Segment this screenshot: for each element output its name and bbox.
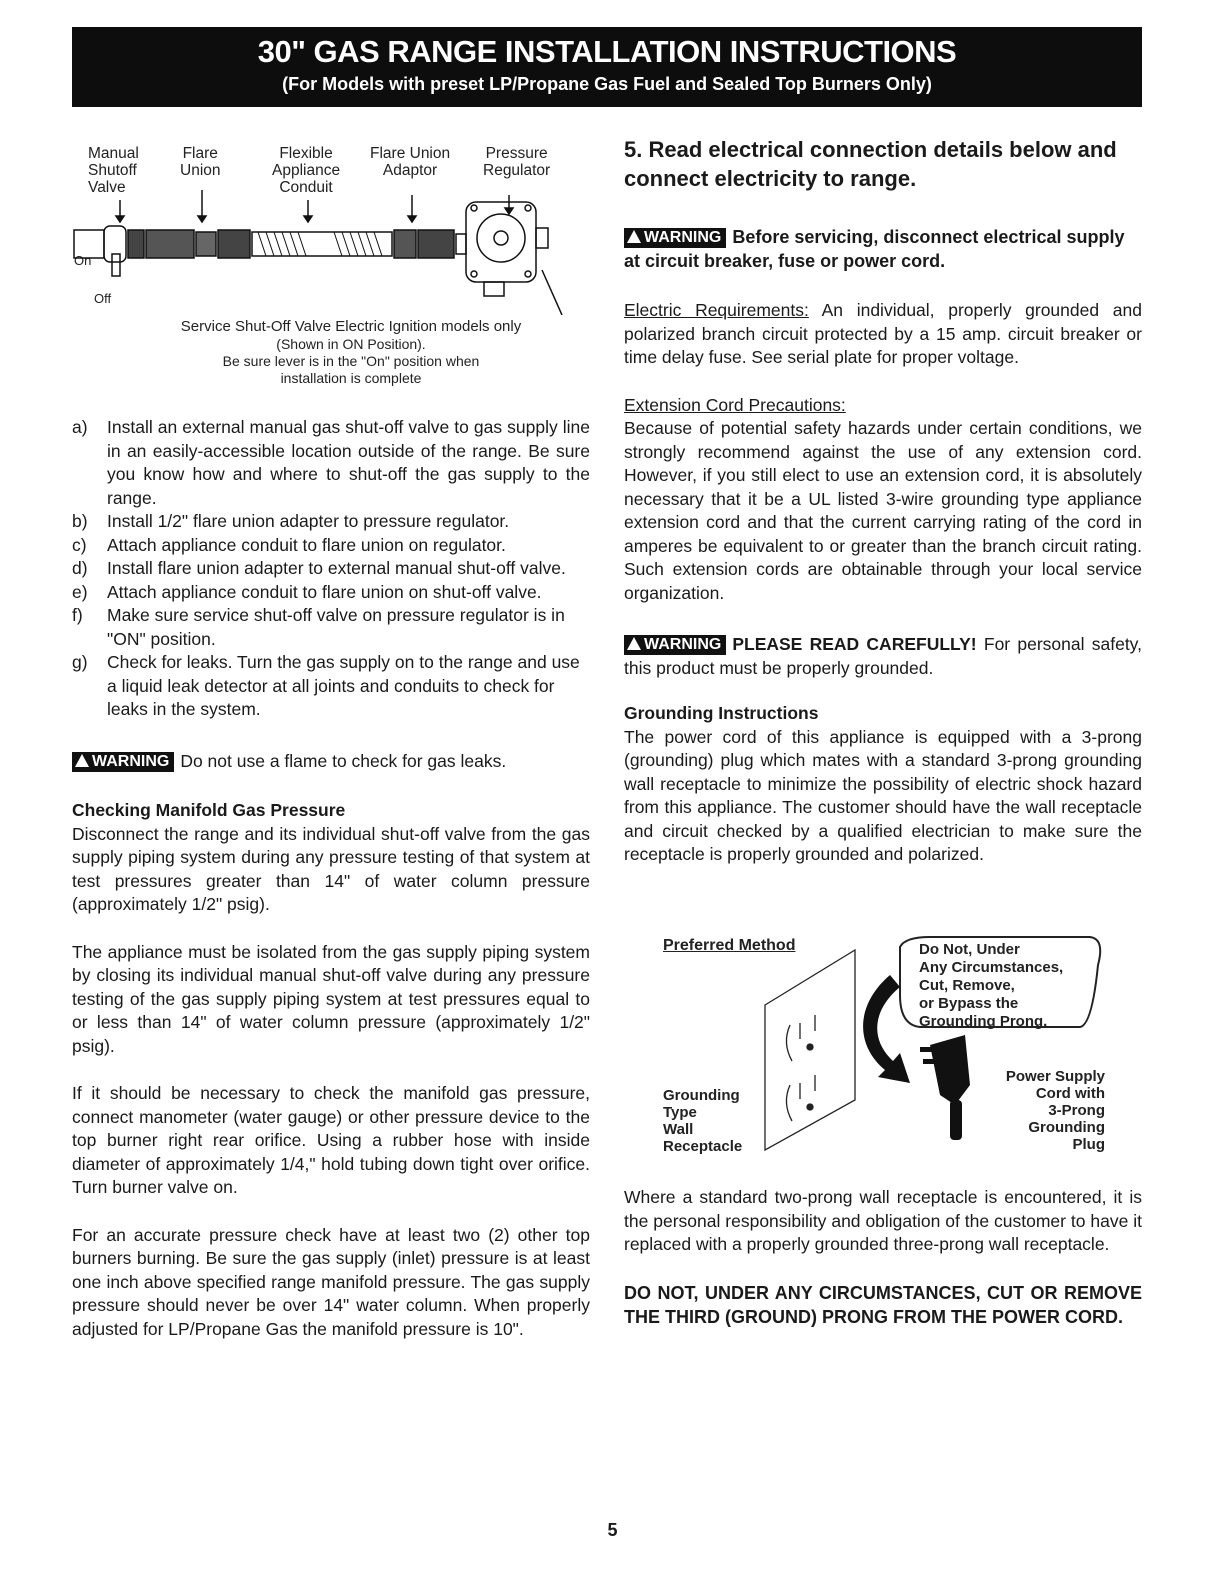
diagram-caption-line3: Be sure lever is in the "On" position when [222,353,480,369]
warning-triangle-icon [627,637,641,650]
manifold-para-1: Disconnect the range and its individual shut-off valve from the gas supply piping system during any pressure testing of that system at test pressures greater than 14" of water column pressure (approximately 1/2" psig). [72,823,590,914]
step-g: g) Check for leaks. Turn the gas supply on to the range and use a liquid leak detector at all joints and conduits to check for leaks in the system. [72,652,580,719]
label-flexible-conduit: Flexible Appliance Conduit [272,145,341,196]
grounding-text: The power cord of this appliance is equipped with a 3-prong (grounding) plug which mates with a standard 3-prong grounding wall receptacle to minimize the possibility of electric shock hazard from this appliance. The customer should have the wall receptacle and circuit checked by a qualified electrician to make sure the receptacle is properly grounded and polarized. [624,726,1142,864]
title-banner [72,27,1142,107]
manifold-para-2: The appliance must be isolated from the gas supply piping system by closing its individual manual shut-off valve during any pressure testing of the gas supply piping system at test pressures equal to or less than 14" of water column pressure (approximately 1/2" psig). [72,941,590,1056]
label-manual-shutoff: Manual Shutoff Valve [88,145,139,196]
step-e: e) Attach appliance conduit to flare union on shut-off valve. [72,581,542,602]
final-warning: DO NOT, UNDER ANY CIRCUMSTANCES, CUT OR REMOVE THE THIRD (GROUND) PRONG FROM THE POWER CORD. [624,1282,1142,1327]
step-a: a) Install an external manual gas shut-off valve to gas supply line in an easily-accessible location outside of the range. Be sure you know how and where to shut-off the gas supply to the range. [72,417,590,508]
label-flare-union-adaptor: Flare Union Adaptor [370,145,451,179]
step-5-heading: 5. Read electrical connection details below and connect electricity to range. [624,137,1117,191]
page-title: 30" GAS RANGE INSTALLATION INSTRUCTIONS [257,34,957,69]
label-flare-union: Flare Union [180,145,221,179]
do-not-callout: Do Not, Under Any Circumstances, Cut, Remove, or Bypass the Grounding Prong. [919,941,1064,1030]
label-on: On [74,253,92,268]
grounding-heading: Grounding Instructions [624,703,819,723]
plug-label: Power Supply Cord with 3-Prong Grounding Plug [1005,1068,1105,1153]
manifold-heading: Checking Manifold Gas Pressure [72,800,346,820]
electric-requirements: Electric Requirements: An individual, properly grounded and polarized branch circuit protected by a 15 amp. circuit breaker or time delay fuse. See serial plate for proper voltage. [624,300,1142,367]
flame-warning: WARNING Do not use a flame to check for gas leaks. [72,750,590,774]
warning-badge: WARNING [72,752,174,772]
manifold-para-3: If it should be necessary to check the manifold gas pressure, connect manometer (water gauge) or other pressure device to the top burner right rear orifice. Using a rubber hose with inside diameter of approximately 1/4," hold tubing down tight over orifice. Turn burner valve on. [72,1083,590,1197]
warning-triangle-icon [75,754,89,767]
step-b: b) Install 1/2" flare union adapter to pressure regulator. [72,511,510,531]
two-prong-text: Where a standard two-prong wall receptacle is encountered, it is the personal responsibility and obligation of the customer to have it replaced with a properly grounded three-prong wall receptacle. [624,1187,1142,1254]
step-f: f) Make sure service shut-off valve on pressure regulator is in "ON" position. [72,605,565,649]
warning-triangle-icon [627,230,641,243]
extension-cord-text: Because of potential safety hazards under certain conditions, we strongly recommend against the use of any extension cord. However, if you still elect to use an extension cord, it is absolutely necessary that it be a UL listed 3-wire grounding type appliance extension cord and that the current carrying rating of the cord in amperes be equivalent to or greater than the branch circuit rating. Such extension cords are obtainable through your local service organization. [624,418,1142,603]
diagram-caption-line1: Service Shut-Off Valve Electric Ignition models only [180,318,522,335]
preferred-method-label: Preferred Method [663,937,796,954]
label-off: Off [94,291,112,306]
step-d: d) Install flare union adapter to external manual shut-off valve. [72,558,566,578]
diagram-caption-line4: installation is complete [280,370,422,386]
receptacle-label: Grounding Type Wall Receptacle [663,1087,743,1155]
warning-badge: WARNING [624,635,726,655]
grounded-warning: WARNING PLEASE READ CAREFULLY! For personal safety, this product must be properly grounded. [624,634,1142,678]
extension-cord-title: Extension Cord Precautions: [624,394,846,415]
gas-line-diagram [72,190,592,315]
warning-badge: WARNING [624,228,726,248]
left-column [72,416,590,1341]
right-column-bottom [624,1186,1142,1329]
diagram-caption-line2: (Shown in ON Position). [276,336,426,352]
label-pressure-regulator: Pressure Regulator [483,145,551,179]
step-c: c) Attach appliance conduit to flare union on regulator. [72,534,506,555]
page-subtitle: (For Models with preset LP/Propane Gas Fuel and Sealed Top Burners Only) [282,74,932,94]
page-number: 5 [607,1520,618,1540]
servicing-warning: WARNING Before servicing, disconnect electrical supply at circuit breaker, fuse or power cord. [624,227,1125,271]
right-column [624,135,1142,867]
manifold-para-4: For an accurate pressure check have at least two (2) other top burners burning. Be sure the gas supply (inlet) pressure is at least one inch above specified range manifold pressure. The gas supply pressure should never be over 14" water column. When properly adjusted for LP/Propane Gas the manifold pressure is 10". [72,1224,590,1339]
